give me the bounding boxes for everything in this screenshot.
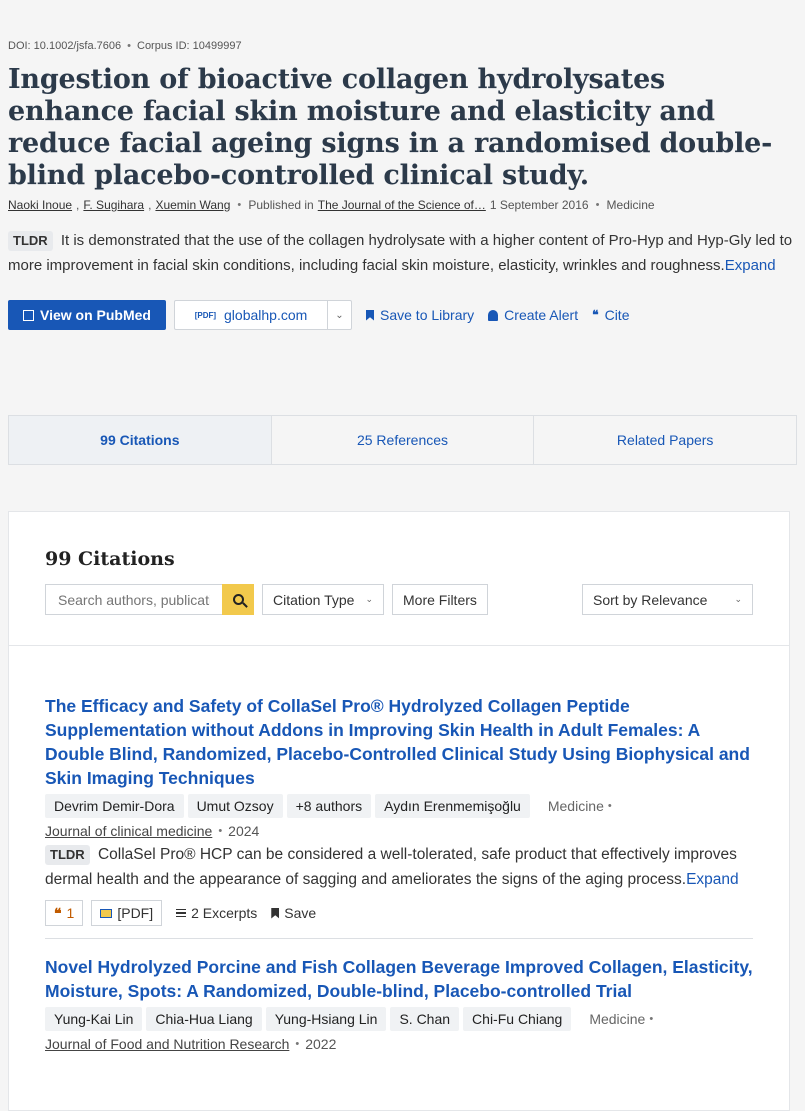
expand-link[interactable]: Expand: [724, 257, 776, 274]
citations-header: [9, 512, 789, 646]
tldr: [8, 228, 797, 278]
result-venue: [45, 823, 753, 839]
result-actions: [45, 900, 753, 926]
list-icon: [176, 909, 186, 918]
doi: DOI: 10.1002/jsfa.7606: [8, 40, 122, 52]
result-authors: [45, 1007, 753, 1031]
publication-date: 1 September 2016: [489, 198, 589, 212]
excerpts-label: 2 Excerpts: [191, 905, 258, 921]
separator-dot: •: [234, 199, 245, 211]
result-authors: [45, 794, 753, 818]
cite-label: Cite: [604, 307, 630, 323]
author-chip[interactable]: Chia-Hua Liang: [146, 1007, 261, 1031]
author-chip[interactable]: Aydın Erenmemişoğlu: [375, 794, 530, 818]
author-chip[interactable]: Yung-Kai Lin: [45, 1007, 142, 1031]
citation-search-input[interactable]: [45, 584, 222, 615]
search-icon: [233, 594, 244, 605]
venue-link[interactable]: The Journal of the Science of…: [317, 198, 486, 212]
pdf-source: globalhp.com: [224, 307, 308, 323]
separator-dot: •: [218, 825, 223, 837]
author-link[interactable]: Naoki Inoue: [8, 198, 73, 212]
separator-dot: •: [607, 800, 612, 812]
author-chip[interactable]: Umut Ozsoy: [188, 794, 283, 818]
tab-citations[interactable]: 99 Citations: [9, 416, 272, 464]
citations-heading: 99 Citations: [45, 548, 175, 570]
author-chip[interactable]: Chi-Fu Chiang: [463, 1007, 571, 1031]
alert-label: Create Alert: [504, 307, 579, 323]
list-item: [45, 646, 753, 926]
quote-icon: ❝: [54, 904, 62, 921]
corpus-id: Corpus ID: 10499997: [137, 40, 242, 52]
result-title-link[interactable]: Novel Hydrolyzed Porcine and Fish Collagen Beverage Improved Collagen, Elasticity, Moisture, Spots: A Randomized, Double-blind, Placebo-controlled Trial: [45, 957, 753, 1001]
citation-filters: [45, 584, 753, 615]
citation-count: 1: [66, 905, 75, 921]
pdf-button[interactable]: [91, 900, 162, 926]
journal-link[interactable]: Journal of clinical medicine: [45, 823, 213, 839]
pdf-button-group: [174, 300, 352, 330]
separator-dot: •: [649, 1013, 654, 1025]
tldr-badge: TLDR: [8, 231, 53, 251]
paper-byline: Naoki Inoue , F. Sugihara , Xuemin Wang • Published in The Journal of the Science of… 1 September 2016 • Medicine: [8, 198, 655, 212]
paper-header: [0, 0, 805, 415]
paper-title: Ingestion of bioactive collagen hydrolysates enhance facial skin moisture and elasticity and reduce facial ageing signs in a randomised double-blind placebo-controlled clinical study.: [8, 64, 773, 191]
cite-button[interactable]: [592, 307, 629, 323]
tldr-text: CollaSel Pro® HCP can be considered a well-tolerated, safe product that effectively improves dermal health and the appearance of sagging and ameliorates the signs of the aging process.: [45, 846, 737, 888]
result-year: 2022: [305, 1036, 337, 1052]
sort-label: Sort by Relevance: [593, 591, 708, 608]
author-chip[interactable]: S. Chan: [390, 1007, 459, 1031]
result-venue: [45, 1036, 753, 1052]
author-chip[interactable]: Yung-Hsiang Lin: [266, 1007, 387, 1031]
tab-references[interactable]: 25 References: [272, 416, 535, 464]
citation-type-label: Citation Type: [273, 591, 355, 608]
document-icon: [100, 909, 112, 918]
save-button[interactable]: [271, 905, 316, 921]
author-chip[interactable]: Devrim Demir-Dora: [45, 794, 184, 818]
excerpts-button[interactable]: [176, 905, 257, 921]
external-link-icon: [23, 310, 34, 321]
sort-dropdown[interactable]: [582, 584, 753, 615]
field-of-study: Medicine: [606, 198, 655, 212]
citation-results: [9, 646, 789, 1052]
separator-dot: •: [127, 40, 131, 52]
save-label: Save: [284, 905, 317, 921]
result-title-link[interactable]: The Efficacy and Safety of CollaSel Pro® Hydrolyzed Collagen Peptide Supplementation without Addons in Improving Skin Health in Adult Females: A Double Blind, Randomized, Placebo-Controlled Clinical Study Using Biophysical and Skin Imaging Techniques: [45, 696, 750, 788]
save-to-library-button[interactable]: [366, 307, 474, 323]
search-button[interactable]: [222, 584, 254, 615]
published-prefix: Published in: [248, 198, 314, 212]
pubmed-label: View on PubMed: [40, 307, 151, 323]
result-field: Medicine: [547, 798, 604, 814]
more-filters-button[interactable]: [392, 584, 488, 615]
tldr-text: It is demonstrated that the use of the collagen hydrolysate with a higher content of Pro-Hyp and Hyp-Gly led to more improvement in facial skin conditions, including facial skin moisture, elasticity, wrinkles and roughness.: [8, 232, 793, 274]
chevron-down-icon: ⌄: [365, 594, 373, 604]
citation-count-button[interactable]: [45, 900, 83, 926]
paper-actions: [8, 300, 797, 330]
separator-dot: •: [592, 199, 603, 211]
paper-tabs: [8, 415, 797, 465]
bell-icon: [488, 310, 498, 321]
create-alert-button[interactable]: [488, 307, 578, 323]
result-year: 2024: [228, 823, 260, 839]
save-label: Save to Library: [380, 307, 475, 323]
list-item: [45, 938, 753, 1052]
tldr-badge: TLDR: [45, 845, 90, 865]
chevron-down-icon[interactable]: ⌄: [327, 301, 351, 329]
bookmark-icon: [366, 310, 374, 321]
journal-link[interactable]: Journal of Food and Nutrition Research: [45, 1036, 290, 1052]
quote-icon: ❝: [592, 308, 599, 322]
author-link[interactable]: Xuemin Wang: [155, 198, 231, 212]
result-tldr: [45, 843, 753, 892]
author-link[interactable]: F. Sugihara: [83, 198, 145, 212]
tab-related-papers[interactable]: Related Papers: [616, 432, 714, 448]
bookmark-icon: [271, 908, 279, 919]
pdf-icon: [PDF]: [194, 310, 217, 320]
separator-dot: •: [295, 1038, 300, 1050]
more-filters-label: More Filters: [403, 591, 477, 608]
expand-link[interactable]: Expand: [686, 870, 739, 888]
pdf-label: [PDF]: [117, 905, 154, 921]
paper-identifiers: [8, 40, 797, 52]
citations-panel: [8, 511, 790, 1111]
citation-type-dropdown[interactable]: [262, 584, 384, 615]
more-authors-chip[interactable]: +8 authors: [287, 794, 372, 818]
chevron-down-icon: ⌄: [734, 594, 742, 604]
pdf-link-button[interactable]: [175, 301, 327, 329]
result-field: Medicine: [589, 1011, 646, 1027]
view-on-pubmed-button[interactable]: [8, 300, 166, 330]
